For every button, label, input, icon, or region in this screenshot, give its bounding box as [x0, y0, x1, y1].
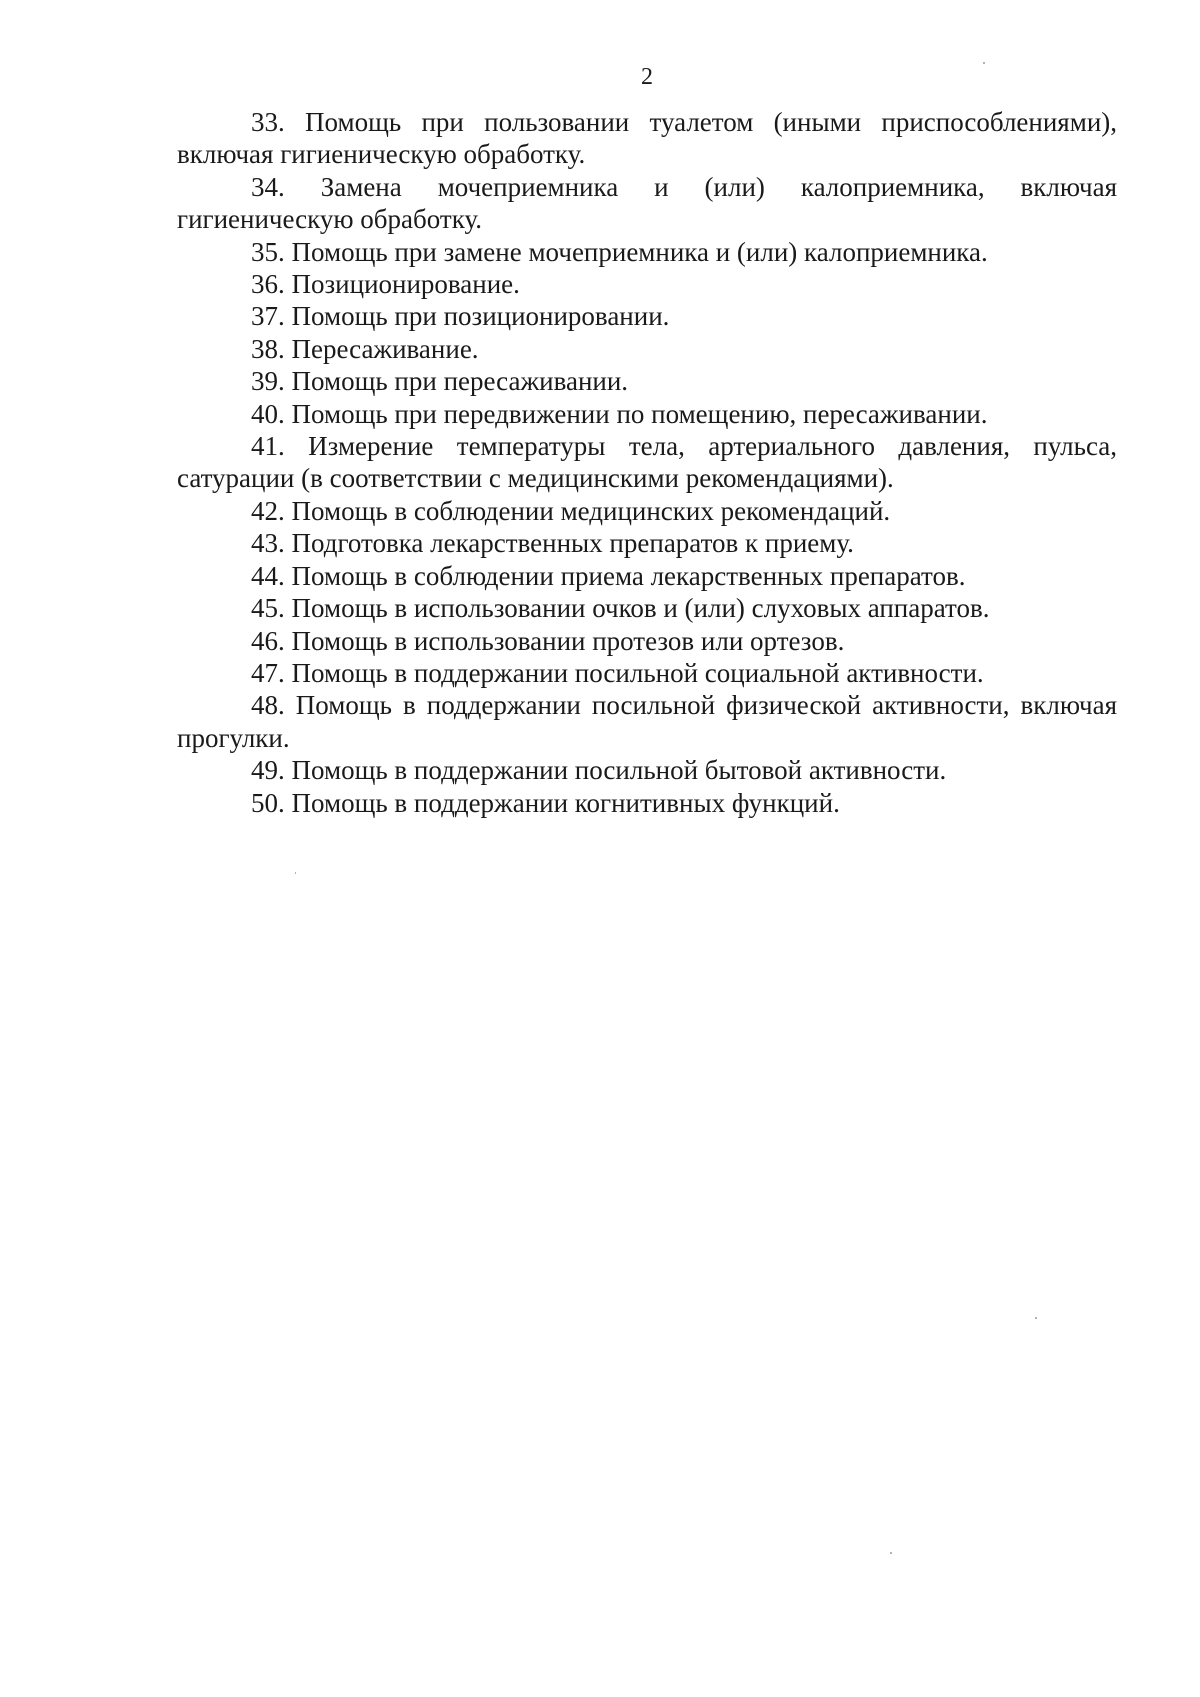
list-item: [177, 657, 1117, 689]
item-text: Помощь при замене мочеприемника и (или) калоприемника.: [291, 236, 988, 267]
list-item: [177, 268, 1117, 300]
item-number: 48.: [251, 690, 285, 721]
list-item: [177, 754, 1117, 786]
list-item: [177, 398, 1117, 430]
item-number: 36.: [251, 269, 285, 300]
item-text: Помощь в поддержании посильной физической активности, включая прогулки.: [177, 690, 1117, 753]
list-item: [177, 560, 1117, 592]
list-item: [177, 430, 1117, 495]
item-text: Помощь при пользовании туалетом (иными приспособлениями), включая гигиеническую обработку.: [177, 107, 1118, 170]
list-item: [177, 171, 1117, 236]
item-text: Помощь в соблюдении медицинских рекомендаций.: [291, 495, 891, 526]
item-text: Помощь в использовании очков и (или) слуховых аппаратов.: [291, 593, 990, 624]
list-item: [177, 236, 1117, 268]
item-text: Измерение температуры тела, артериального давления, пульса, сатурации (в соответствии с медицинскими рекомендациями).: [177, 431, 1117, 494]
item-number: 44.: [251, 560, 285, 591]
list-item: [177, 495, 1117, 527]
item-text: Помощь в поддержании посильной бытовой активности.: [291, 755, 947, 786]
item-number: 50.: [251, 787, 285, 818]
item-number: 39.: [251, 366, 285, 397]
item-text: Подготовка лекарственных препаратов к приему.: [291, 528, 854, 559]
scan-speck: [1035, 1317, 1037, 1319]
list-item: [177, 787, 1117, 819]
list-item: [177, 689, 1117, 754]
item-number: 49.: [251, 755, 285, 786]
item-number: 33.: [251, 107, 285, 137]
list-body: [177, 106, 1117, 819]
item-number: 47.: [251, 657, 285, 688]
item-text: Помощь в поддержании посильной социальной активности.: [291, 657, 984, 688]
item-number: 38.: [251, 333, 285, 364]
item-text: Помощь при передвижении по помещению, пересаживании.: [291, 398, 988, 429]
item-number: 42.: [251, 495, 285, 526]
item-number: 37.: [251, 301, 285, 332]
item-text: Помощь при пересаживании.: [291, 366, 629, 397]
item-number: 46.: [251, 625, 285, 656]
scan-speck: [295, 872, 296, 874]
item-number: 41.: [251, 431, 285, 462]
list-item: [177, 333, 1117, 365]
list-item: [177, 365, 1117, 397]
item-number: 43.: [251, 528, 285, 559]
item-text: Позиционирование.: [291, 269, 520, 300]
list-item: [177, 300, 1117, 332]
item-number: 45.: [251, 593, 285, 624]
item-text: Помощь при позиционировании.: [291, 301, 670, 332]
item-text: Пересаживание.: [291, 333, 479, 364]
list-item: [177, 625, 1117, 657]
list-item: [177, 106, 1117, 171]
scan-speck: [890, 1552, 892, 1554]
item-text: Помощь в соблюдении приема лекарственных препаратов.: [291, 560, 966, 591]
item-number: 34.: [251, 171, 285, 202]
item-text: Замена мочеприемника и (или) калоприемника, включая гигиеническую обработку.: [177, 171, 1118, 235]
item-number: 35.: [251, 236, 285, 267]
list-item: [177, 527, 1117, 559]
item-number: 40.: [251, 398, 285, 429]
item-text: Помощь в поддержании когнитивных функций.: [291, 787, 840, 818]
page-number: 2: [641, 64, 653, 90]
item-text: Помощь в использовании протезов или ортезов.: [291, 625, 845, 656]
list-item: [177, 592, 1117, 624]
scan-speck: [983, 62, 985, 64]
